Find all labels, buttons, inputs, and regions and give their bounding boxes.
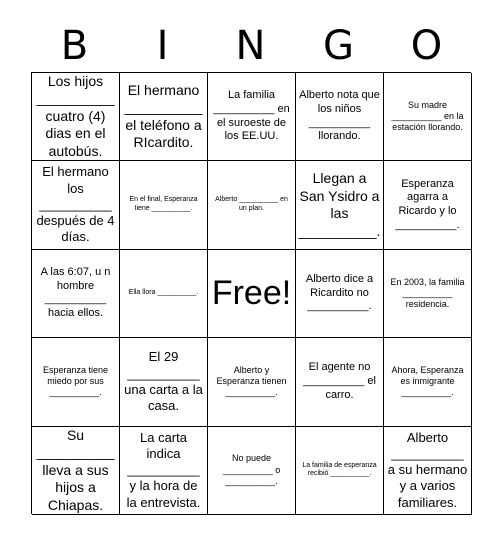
bingo-cell-text: Los hijos __________ cuatro (4) dias en el autobús.	[36, 73, 115, 159]
free-space-label: Free!	[211, 274, 292, 313]
bingo-cell-text: Alberto nota que los niños __________ llorando.	[299, 89, 380, 143]
bingo-cell[interactable]	[296, 427, 384, 515]
bingo-cell-text: A las 6:07, u n hombre __________ hacia ellos.	[40, 265, 111, 320]
bingo-cell[interactable]	[208, 161, 296, 249]
bingo-cell-text: El 29 __________ una carta a la casa.	[124, 349, 203, 414]
title-letter-o: O	[410, 23, 444, 69]
bingo-board	[31, 72, 471, 514]
bingo-cell-text: Su madre __________ en la estación llorando.	[391, 99, 464, 133]
bingo-cell-text: Alberto dice a Ricardito no __________.	[305, 272, 374, 313]
bingo-cell-text: Alberto __________ a su hermano y a varios familiares.	[387, 429, 468, 510]
bingo-cell[interactable]	[32, 161, 120, 249]
bingo-cell-text: Alberto y Esperanza tienen __________.	[216, 364, 287, 398]
bingo-cell[interactable]	[120, 427, 208, 515]
bingo-cell[interactable]	[120, 73, 208, 161]
bingo-cell-text: Esperanza agarra a Ricardo y lo __________.	[395, 177, 460, 231]
bingo-cell-text: La familia __________ en el suroeste de los EE.UU.	[213, 89, 290, 143]
title-letter-n: N	[235, 23, 267, 69]
bingo-cell-text: Ella llora __________.	[128, 289, 199, 297]
bingo-cell[interactable]	[296, 250, 384, 338]
title-letter-i: I	[156, 23, 170, 69]
bingo-cell-text: La familia de esperanza recibió __________.	[302, 461, 377, 478]
bingo-cell[interactable]	[120, 161, 208, 249]
bingo-cell[interactable]	[296, 338, 384, 426]
free-space-cell[interactable]	[208, 250, 296, 338]
bingo-cell-text: Su __________ lleva a sus hijos a Chiapas.	[36, 426, 115, 513]
bingo-cell[interactable]	[120, 250, 208, 338]
bingo-cell[interactable]	[384, 427, 472, 515]
bingo-cell-text: Ahora, Esperanza es inmigrante __________.	[391, 364, 464, 398]
bingo-cell[interactable]	[32, 250, 120, 338]
bingo-cell[interactable]	[384, 161, 472, 249]
bingo-cell[interactable]	[208, 427, 296, 515]
bingo-cell-text: El agente no __________ el carro.	[303, 361, 376, 401]
bingo-cell[interactable]	[120, 338, 208, 426]
bingo-cell-text: Alberto __________ en un plan.	[215, 196, 288, 213]
title-letter-g: G	[323, 23, 355, 69]
bingo-cell-text: En 2003, la familia __________ residencia.	[390, 276, 465, 310]
bingo-cell-text: No puede __________ o __________.	[222, 453, 281, 486]
bingo-cell[interactable]	[208, 338, 296, 426]
bingo-cell-text: Llegan a San Ysidro a las __________.	[298, 170, 381, 239]
bingo-cell[interactable]	[296, 161, 384, 249]
bingo-cell[interactable]	[384, 338, 472, 426]
bingo-cell[interactable]	[208, 73, 296, 161]
bingo-cell[interactable]	[32, 427, 120, 515]
bingo-cell[interactable]	[296, 73, 384, 161]
bingo-cell-text: El hermano __________ el teléfono a RIcardito.	[124, 81, 203, 151]
bingo-cell-text: En el final, Esperanza tiene __________.	[129, 196, 198, 213]
bingo-cell[interactable]	[384, 250, 472, 338]
bingo-cell[interactable]	[32, 73, 120, 161]
bingo-cell[interactable]	[32, 338, 120, 426]
bingo-cell-text: La carta indica __________ y la hora de la entrevista.	[126, 429, 201, 510]
bingo-cell-text: El hermano los __________ después de 4 días.	[36, 164, 115, 245]
bingo-cell[interactable]	[384, 73, 472, 161]
bingo-cell-text: Esperanza tiene miedo por sus __________.	[42, 364, 109, 398]
bingo-title	[31, 20, 471, 72]
title-letter-b: B	[60, 23, 90, 69]
